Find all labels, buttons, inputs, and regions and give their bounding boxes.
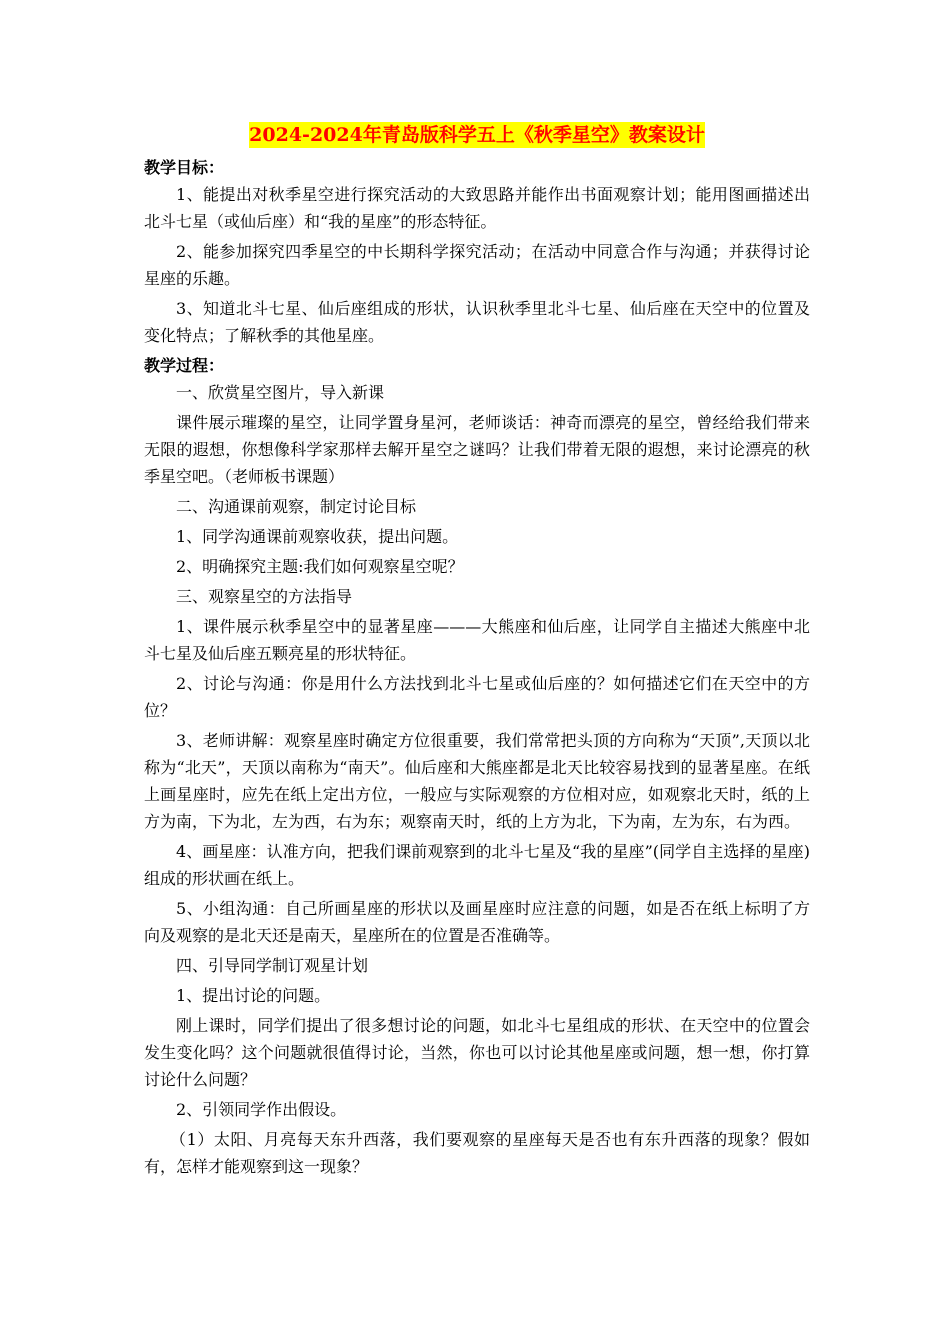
process-paragraph: 2、引领同学作出假设。 — [176, 1100, 347, 1119]
process-paragraph: 课件展示璀璨的星空，让同学置身星河，老师谈话：神奇而漂亮的星空，曾经给我们带来无限的遐想，你想像科学家那样去解开星空之谜吗？让我们带着无限的遐想，来讨论漂亮的秋季星空吧。（老师板书课题） — [144, 413, 810, 486]
process-section-heading: 一、欣赏星空图片，导入新课 — [176, 383, 385, 402]
title-wrap — [144, 122, 810, 148]
document-title: 2024-2024年青岛版科学五上《秋季星空》教案设计 — [249, 124, 705, 146]
goal-paragraph: 1、能提出对秋季星空进行探究活动的大致思路并能作出书面观察计划；能用图画描述出北斗七星（或仙后座）和“我的星座”的形态特征。 — [144, 185, 810, 231]
process-section-heading: 三、观察星空的方法指导 — [176, 587, 353, 606]
goal-paragraph: 3、知道北斗七星、仙后座组成的形状，认识秋季里北斗七星、仙后座在天空中的位置及变化特点；了解秋季的其他星座。 — [144, 299, 810, 345]
process-paragraph: 1、课件展示秋季星空中的显著星座———大熊座和仙后座，让同学自主描述大熊座中北斗七星及仙后座五颗亮星的形状特征。 — [144, 617, 810, 663]
process-paragraph: 5、小组沟通：自己所画星座的形状以及画星座时应注意的问题，如是否在纸上标明了方向及观察的是北天还是南天，星座所在的位置是否准确等。 — [144, 899, 810, 945]
process-section-heading: 二、沟通课前观察，制定讨论目标 — [176, 497, 417, 516]
process-paragraph: 1、提出讨论的问题。 — [176, 986, 331, 1005]
process-paragraph: 4、画星座：认准方向，把我们课前观察到的北斗七星及“我的星座”(同学自主选择的星座)组成的形状画在纸上。 — [144, 842, 810, 888]
goals-heading: 教学目标： — [144, 158, 225, 177]
process-paragraph: 2、明确探究主题:我们如何观察星空呢？ — [176, 557, 464, 576]
process-section-heading: 四、引导同学制订观星计划 — [176, 956, 369, 975]
process-heading: 教学过程： — [144, 356, 225, 375]
process-paragraph: 1、同学沟通课前观察收获，提出问题。 — [176, 527, 459, 546]
process-paragraph: （1）太阳、月亮每天东升西落，我们要观察的星座每天是否也有东升西落的现象？假如有，怎样才能观察到这一现象？ — [144, 1130, 810, 1176]
goal-paragraph: 2、能参加探究四季星空的中长期科学探究活动；在活动中同意合作与沟通；并获得讨论星座的乐趣。 — [144, 242, 810, 288]
process-paragraph: 2、讨论与沟通：你是用什么方法找到北斗七星或仙后座的？如何描述它们在天空中的方位？ — [144, 674, 810, 720]
process-paragraph: 3、老师讲解：观察星座时确定方位很重要，我们常常把头顶的方向称为“天顶”,天顶以北称为“北天”，天顶以南称为“南天”。仙后座和大熊座都是北天比较容易找到的显著星座。在纸上画星座时，应先在纸上定出方位，一般应与实际观察的方位相对应，如观察北天时，纸的上方为南，下为北，左为西，右为东；观察南天时，纸的上方为北，下为南，左为东，右为西。 — [144, 731, 810, 831]
process-paragraph: 刚上课时，同学们提出了很多想讨论的问题，如北斗七星组成的形状、在天空中的位置会发生变化吗？这个问题就很值得讨论，当然，你也可以讨论其他星座或问题，想一想，你打算讨论什么问题？ — [144, 1016, 810, 1089]
